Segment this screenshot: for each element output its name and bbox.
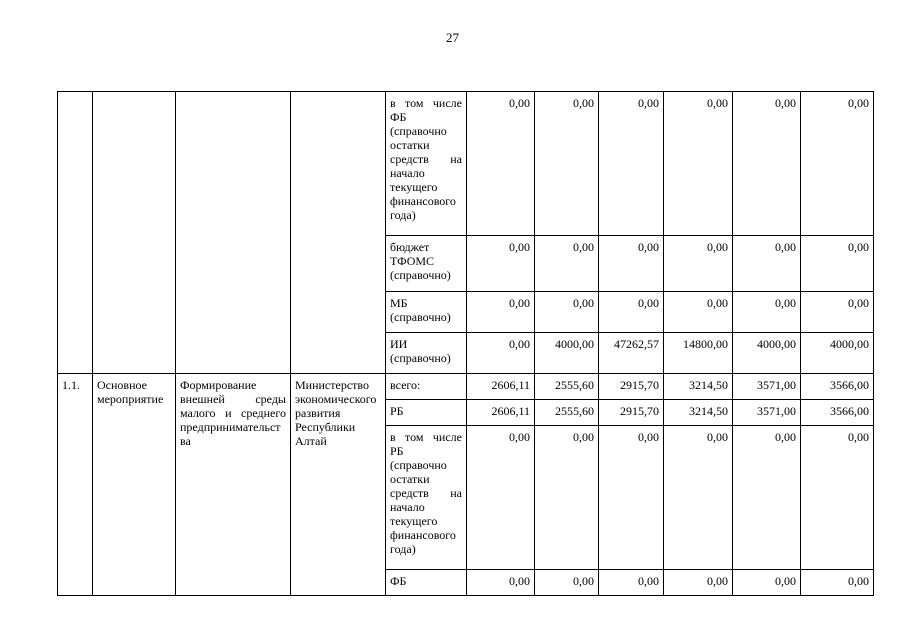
measure-type: Основное мероприятие bbox=[93, 374, 176, 596]
name-cell bbox=[176, 92, 291, 374]
value-cell: 2555,60 bbox=[535, 374, 599, 400]
value-cell: 3566,00 bbox=[801, 400, 874, 426]
value-cell: 2915,70 bbox=[599, 374, 664, 400]
value-cell: 3214,50 bbox=[664, 374, 733, 400]
value-cell: 0,00 bbox=[664, 570, 733, 596]
value-cell: 0,00 bbox=[664, 426, 733, 570]
value-cell: 0,00 bbox=[535, 236, 599, 292]
value-cell: 14800,00 bbox=[664, 333, 733, 374]
value-cell: 0,00 bbox=[801, 292, 874, 333]
value-cell: 4000,00 bbox=[535, 333, 599, 374]
funding-source: ФБ bbox=[386, 570, 467, 596]
funding-source: в том числе РБ (справочно остатки средств на начало текущего финансового года) bbox=[386, 426, 467, 570]
value-cell: 0,00 bbox=[467, 570, 535, 596]
measure-number: 1.1. bbox=[58, 374, 93, 596]
value-cell: 0,00 bbox=[664, 92, 733, 236]
funding-source: РБ bbox=[386, 400, 467, 426]
value-cell: 0,00 bbox=[599, 236, 664, 292]
value-cell: 0,00 bbox=[733, 236, 801, 292]
value-cell: 3214,50 bbox=[664, 400, 733, 426]
funding-source: в том числе ФБ (справочно остатки средств на начало текущего финансового года) bbox=[386, 92, 467, 236]
value-cell: 0,00 bbox=[733, 570, 801, 596]
value-cell: 0,00 bbox=[467, 236, 535, 292]
funding-source: МБ (справочно) bbox=[386, 292, 467, 333]
value-cell: 0,00 bbox=[535, 92, 599, 236]
value-cell: 0,00 bbox=[467, 292, 535, 333]
measure-executor: Министерство экономического развития Республики Алтай bbox=[291, 374, 386, 596]
value-cell: 4000,00 bbox=[733, 333, 801, 374]
value-cell: 3571,00 bbox=[733, 400, 801, 426]
value-cell: 0,00 bbox=[599, 426, 664, 570]
value-cell: 2606,11 bbox=[467, 400, 535, 426]
page-number: 27 bbox=[446, 30, 459, 45]
value-cell: 0,00 bbox=[599, 292, 664, 333]
funding-source: ИИ (справочно) bbox=[386, 333, 467, 374]
value-cell: 0,00 bbox=[801, 426, 874, 570]
funding-source: всего: bbox=[386, 374, 467, 400]
value-cell: 0,00 bbox=[535, 292, 599, 333]
value-cell: 2915,70 bbox=[599, 400, 664, 426]
value-cell: 0,00 bbox=[467, 333, 535, 374]
value-cell: 0,00 bbox=[733, 292, 801, 333]
value-cell: 0,00 bbox=[733, 426, 801, 570]
table-row bbox=[58, 92, 874, 236]
value-cell: 47262,57 bbox=[599, 333, 664, 374]
value-cell: 2555,60 bbox=[535, 400, 599, 426]
measure-name: Формирование внешней среды малого и среднего предпринимательства bbox=[176, 374, 291, 596]
value-cell: 0,00 bbox=[801, 570, 874, 596]
value-cell: 0,00 bbox=[664, 292, 733, 333]
value-cell: 4000,00 bbox=[801, 333, 874, 374]
budget-table bbox=[57, 91, 874, 596]
type-cell bbox=[93, 92, 176, 374]
value-cell: 0,00 bbox=[535, 570, 599, 596]
executor-cell bbox=[291, 92, 386, 374]
value-cell: 0,00 bbox=[664, 236, 733, 292]
number-cell bbox=[58, 92, 93, 374]
value-cell: 0,00 bbox=[733, 92, 801, 236]
value-cell: 3566,00 bbox=[801, 374, 874, 400]
value-cell: 3571,00 bbox=[733, 374, 801, 400]
table-row bbox=[58, 374, 874, 400]
value-cell: 2606,11 bbox=[467, 374, 535, 400]
funding-source: бюджет ТФОМС (справочно) bbox=[386, 236, 467, 292]
value-cell: 0,00 bbox=[467, 426, 535, 570]
value-cell: 0,00 bbox=[801, 92, 874, 236]
value-cell: 0,00 bbox=[467, 92, 535, 236]
value-cell: 0,00 bbox=[599, 570, 664, 596]
value-cell: 0,00 bbox=[599, 92, 664, 236]
value-cell: 0,00 bbox=[801, 236, 874, 292]
value-cell: 0,00 bbox=[535, 426, 599, 570]
